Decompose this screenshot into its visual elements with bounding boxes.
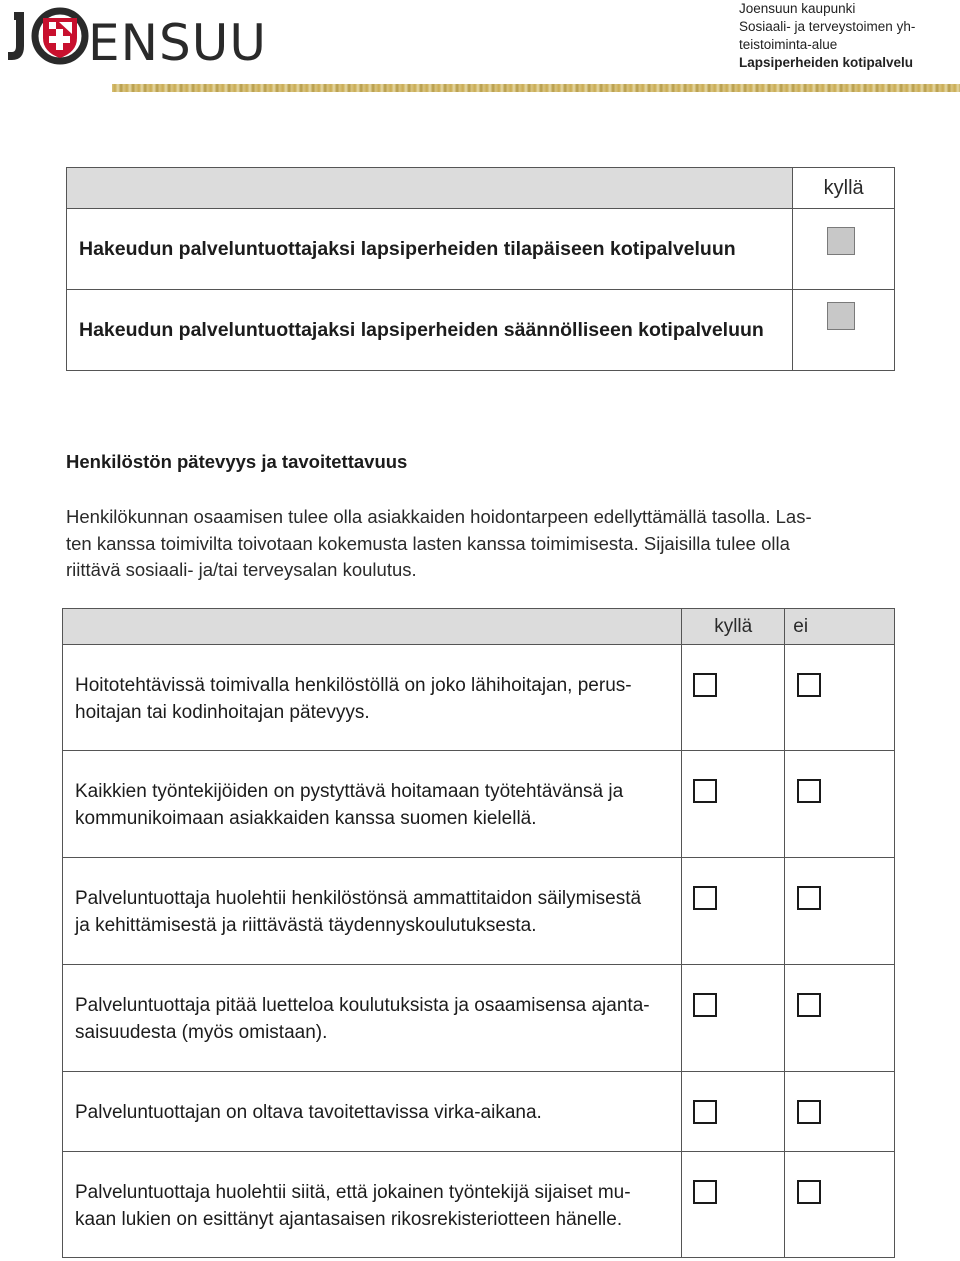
- row-line: Palveluntuottaja huolehtii henkilöstönsä ammattitaidon säilymisestä: [75, 888, 642, 909]
- temporary-service-checkbox[interactable]: [827, 227, 855, 255]
- row-line: saisuudesta (myös omistaan).: [75, 1021, 328, 1043]
- row-line: Kaikkien työntekijöiden on pystyttävä hoitamaan työtehtävänsä ja: [75, 781, 624, 802]
- body-line: riittävä sosiaali- ja/tai terveysalan koulutus.: [66, 559, 417, 580]
- table-row: [63, 965, 895, 1072]
- decorative-gold-bar: [112, 84, 960, 92]
- row-line: hoitajan tai kodinhoitajan pätevyys.: [75, 701, 370, 723]
- table2-header-no: ei: [785, 609, 895, 645]
- yes-checkbox[interactable]: [693, 1100, 717, 1124]
- row-line: kaan lukien on esittänyt ajantasaisen rikosrekisteriotteen hänelle.: [75, 1208, 623, 1230]
- table-row: [63, 645, 895, 751]
- regular-service-checkbox[interactable]: [827, 302, 855, 330]
- row-question: Hakeudun palveluntuottajaksi lapsiperheiden tilapäiseen kotipalveluun: [67, 209, 793, 290]
- table-row: [63, 751, 895, 858]
- service-name: Lapsiperheiden kotipalvelu: [739, 55, 914, 70]
- table-row: [63, 1152, 895, 1258]
- application-type-table: [66, 167, 895, 371]
- yes-checkbox[interactable]: [693, 886, 717, 910]
- svg-text:ENSUU: ENSUU: [88, 14, 267, 72]
- table2-header-blank: [63, 609, 682, 645]
- yes-checkbox[interactable]: [693, 673, 717, 697]
- no-checkbox[interactable]: [797, 1180, 821, 1204]
- table1-header-yes: kyllä: [793, 168, 895, 209]
- table-row: [63, 1072, 895, 1152]
- joensuu-logo-icon: [0, 0, 267, 72]
- table1-header-blank: [67, 168, 793, 209]
- section-body: [66, 504, 866, 584]
- row-line: Hoitotehtävissä toimivalla henkilöstöllä on joko lähihoitajan, perus-: [75, 675, 632, 696]
- table-row: [67, 290, 895, 371]
- row-line: Palveluntuottaja huolehtii siitä, että jokainen työntekijä sijaiset mu-: [75, 1182, 631, 1203]
- yes-checkbox[interactable]: [693, 779, 717, 803]
- row-question: Hakeudun palveluntuottajaksi lapsiperheiden säännölliseen kotipalveluun: [67, 290, 793, 371]
- no-checkbox[interactable]: [797, 673, 821, 697]
- org-line-1: Joensuun kaupunki: [739, 1, 856, 16]
- table-row: [67, 209, 895, 290]
- table-row: [63, 858, 895, 965]
- yes-checkbox[interactable]: [693, 993, 717, 1017]
- no-checkbox[interactable]: [797, 886, 821, 910]
- row-line: Palveluntuottaja pitää luetteloa koulutuksista ja osaamisensa ajanta-: [75, 995, 650, 1016]
- body-line: Henkilökunnan osaamisen tulee olla asiakkaiden hoidontarpeen edellyttämällä tasolla. Las-: [66, 506, 812, 527]
- org-line-2: Sosiaali- ja terveystoimen yh-: [739, 19, 916, 34]
- no-checkbox[interactable]: [797, 779, 821, 803]
- organization-block: [739, 0, 915, 72]
- no-checkbox[interactable]: [797, 1100, 821, 1124]
- yes-checkbox[interactable]: [693, 1180, 717, 1204]
- row-line: ja kehittämisestä ja riittävästä täydennyskoulutuksesta.: [75, 914, 537, 936]
- qualification-table: [62, 608, 895, 1258]
- org-line-3: teistoiminta-alue: [739, 37, 838, 52]
- no-checkbox[interactable]: [797, 993, 821, 1017]
- row-line: kommunikoimaan asiakkaiden kanssa suomen kielellä.: [75, 807, 537, 829]
- table2-header-yes: kyllä: [682, 609, 785, 645]
- section-title: Henkilöstön pätevyys ja tavoitettavuus: [66, 451, 408, 472]
- body-line: ten kanssa toimivilta toivotaan kokemusta lasten kanssa toimimisesta. Sijaisilla tulee olla: [66, 532, 790, 554]
- row-line: Palveluntuottajan on oltava tavoitettavissa virka-aikana.: [75, 1102, 542, 1123]
